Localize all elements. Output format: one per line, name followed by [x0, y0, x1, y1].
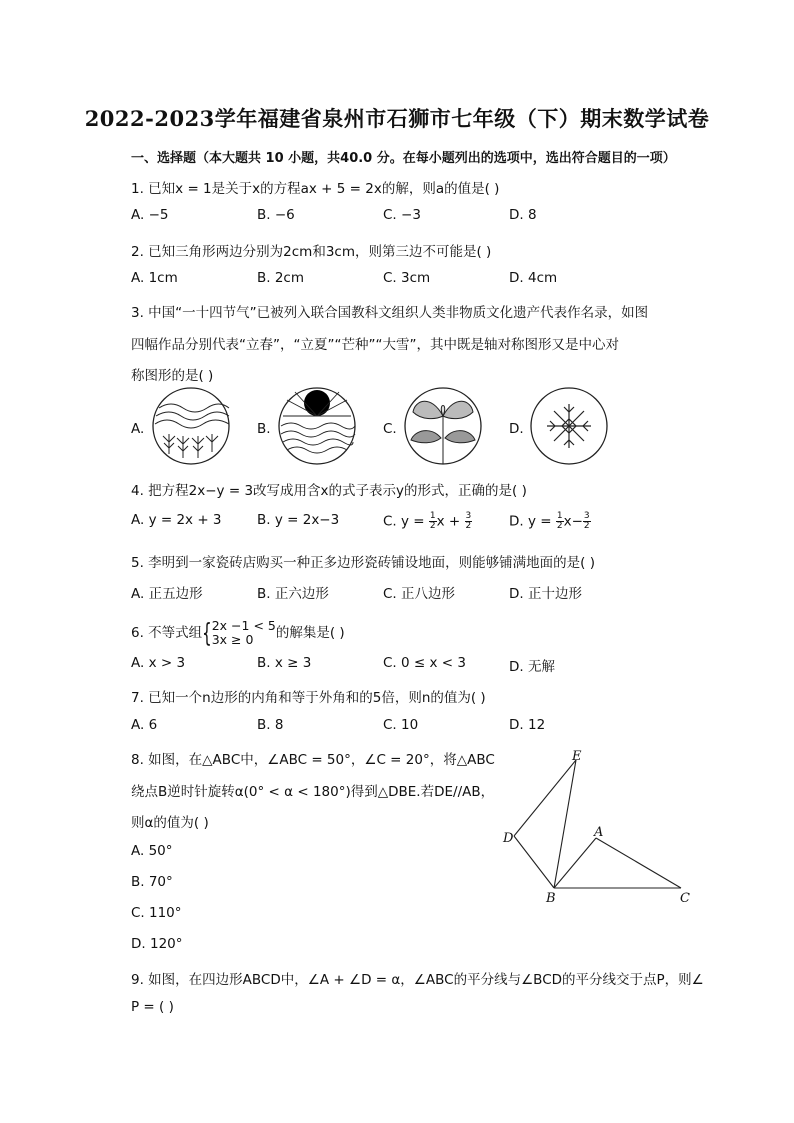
- option-a[interactable]: A. 正五边形: [131, 586, 203, 602]
- point-e-label: E: [572, 749, 582, 764]
- option-c[interactable]: C. 110°: [131, 905, 182, 921]
- question-8-line-2: 绕点B逆时针旋转α(0° < α < 180°)得到△DBE.若DE//AB，: [131, 784, 495, 800]
- rotation-triangle-figure: [496, 748, 706, 908]
- option-b[interactable]: B.: [257, 421, 271, 437]
- numerator: 3: [465, 511, 472, 521]
- option-d[interactable]: D.: [509, 421, 524, 437]
- option-c[interactable]: C. 3cm: [383, 270, 431, 286]
- option-d[interactable]: D. 120°: [131, 936, 183, 952]
- question-1-options: [131, 207, 691, 227]
- option-a[interactable]: A.: [131, 421, 145, 437]
- denominator: 2: [583, 521, 590, 531]
- option-d[interactable]: D. 8: [509, 207, 537, 223]
- option-c[interactable]: C.: [383, 421, 397, 437]
- option-c[interactable]: C. −3: [383, 207, 421, 223]
- inequality-2: 3x ≥ 0: [211, 632, 254, 647]
- point-d-label: D: [503, 831, 514, 846]
- daxue-figure[interactable]: [529, 386, 609, 466]
- question-6: 6. 不等式组{2x −1 < 5 3x ≥ 0 的解集是( ): [131, 617, 345, 649]
- numerator: 1: [556, 511, 563, 521]
- inequality-1: 2x −1 < 5: [211, 618, 276, 633]
- option-b[interactable]: B. 70°: [131, 874, 173, 890]
- mangzhong-figure[interactable]: [403, 386, 483, 466]
- question-7: 7. 已知一个n边形的内角和等于外角和的5倍，则n的值为( ): [131, 690, 486, 706]
- option-c[interactable]: C. 10: [383, 717, 419, 733]
- numerator: 1: [429, 511, 436, 521]
- option-d[interactable]: D. 无解: [509, 659, 555, 675]
- lichun-figure[interactable]: [151, 386, 231, 466]
- denominator: 2: [429, 521, 436, 531]
- question-3-line-1: 3. 中国“一十四节气”已被列入联合国教科文组织人类非物质文化遗产代表作名录，如图: [131, 305, 649, 321]
- question-2: 2. 已知三角形两边分别为2cm和3cm，则第三边不可能是( ): [131, 244, 492, 260]
- option-d[interactable]: D. $y = \frac{1}{2}x-\frac{3}{2}$: [509, 511, 590, 531]
- question-9-line-2: P = ( ): [131, 999, 174, 1015]
- point-a-label: A: [594, 825, 604, 840]
- option-d[interactable]: D. 4cm: [509, 270, 558, 286]
- option-a[interactable]: A. −5: [131, 207, 169, 223]
- question-6-options: [131, 655, 691, 675]
- question-2-options: [131, 270, 691, 290]
- question-8-line-3: 则α的值为( ): [131, 815, 209, 831]
- denominator: 2: [556, 521, 563, 531]
- option-b[interactable]: B. 2cm: [257, 270, 305, 286]
- question-5-options: [131, 582, 691, 602]
- question-5: 5. 李明到一家瓷砖店购买一种正多边形瓷砖铺设地面，则能够铺满地面的是( ): [131, 555, 595, 571]
- question-8-line-1: 8. 如图，在△ABC中，∠ABC = 50°，∠C = 20°，将△ABC: [131, 752, 495, 768]
- option-c[interactable]: C. 0 ≤ x < 3: [383, 655, 466, 671]
- lixia-figure[interactable]: [277, 386, 357, 466]
- question-4: 4. 把方程2x−y = 3改写成用含x的式子表示y的形式，正确的是( ): [131, 483, 527, 499]
- option-d[interactable]: D. 12: [509, 717, 546, 733]
- option-a[interactable]: A. 6: [131, 717, 158, 733]
- question-9-line-1: 9. 如图，在四边形ABCD中，∠A + ∠D = α，∠ABC的平分线与∠BCD的平分线交于点P，则∠: [131, 972, 704, 988]
- section-heading: 一、选择题（本大题共 10 小题，共40.0 分。在每小题列出的选项中，选出符合题目的一项）: [131, 151, 676, 166]
- option-d[interactable]: D. 正十边形: [509, 586, 582, 602]
- point-c-label: C: [680, 891, 690, 906]
- option-a[interactable]: A. 50°: [131, 843, 173, 859]
- option-c[interactable]: C. 正八边形: [383, 586, 456, 602]
- question-7-options: [131, 717, 691, 737]
- point-b-label: B: [546, 891, 556, 906]
- page-title: 2022-2023学年福建省泉州市石狮市七年级（下）期末数学试卷: [84, 106, 710, 131]
- option-b[interactable]: B. 正六边形: [257, 586, 329, 602]
- question-4-options: [131, 512, 691, 532]
- numerator: 3: [583, 511, 590, 521]
- option-c[interactable]: C. $y = \frac{1}{2}x + \frac{3}{2}$: [383, 511, 472, 531]
- option-a[interactable]: A. 1cm: [131, 270, 178, 286]
- option-a[interactable]: A. y = 2x + 3: [131, 512, 222, 528]
- option-b[interactable]: B. 8: [257, 717, 284, 733]
- denominator: 2: [465, 521, 472, 531]
- question-3-line-3: 称图形的是( ): [131, 368, 214, 384]
- question-1: 1. 已知x = 1是关于x的方程ax + 5 = 2x的解，则a的值是( ): [131, 181, 500, 197]
- option-b[interactable]: B. x ≥ 3: [257, 655, 312, 671]
- question-3-figures: [131, 386, 611, 466]
- question-3-line-2: 四幅作品分别代表“立春”，“立夏”“芒种”“大雪”，其中既是轴对称图形又是中心对: [131, 337, 619, 353]
- option-a[interactable]: A. x > 3: [131, 655, 186, 671]
- option-b[interactable]: B. y = 2x−3: [257, 512, 340, 528]
- option-b[interactable]: B. −6: [257, 207, 295, 223]
